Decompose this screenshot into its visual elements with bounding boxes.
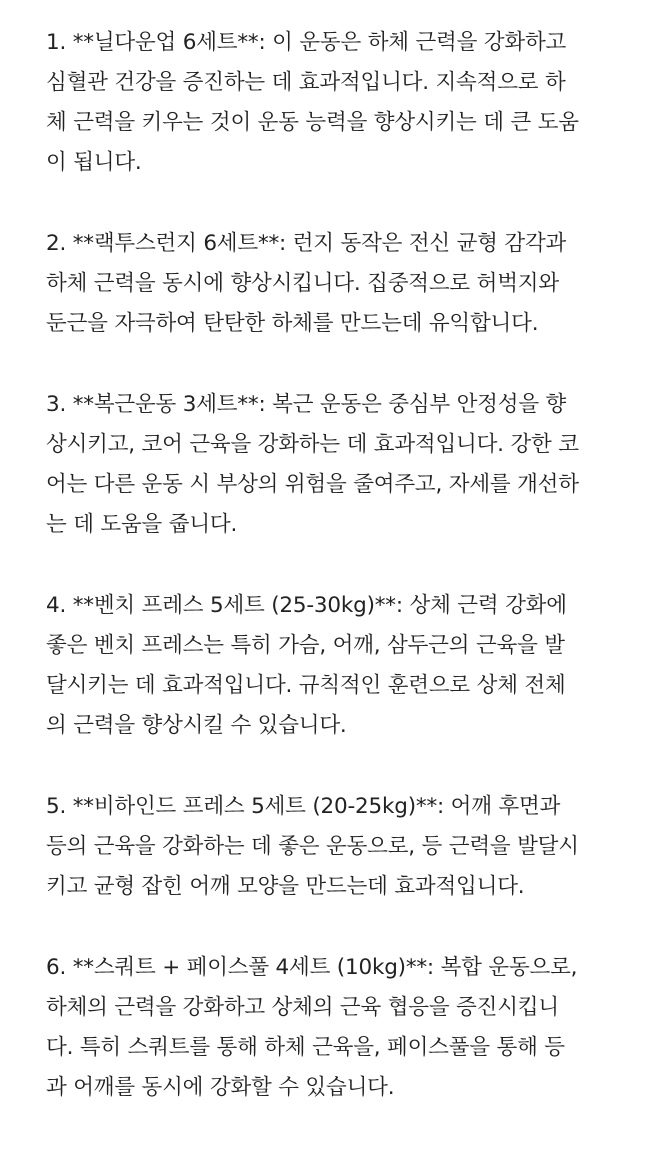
text-line: 등의 근육을 강화하는 데 좋은 운동으로, 등 근력을 발달시 [46, 834, 579, 859]
text-line: 3. **복근운동 3세트**: 복근 운동은 중심부 안정성을 향 [46, 392, 567, 417]
text-line: 체 근력을 키우는 것이 운동 능력을 향상시키는 데 큰 도움 [46, 110, 579, 135]
exercise-paragraph-4 [46, 586, 626, 746]
exercise-paragraph-1 [46, 23, 626, 183]
text-line: 하체의 근력을 강화하고 상체의 근육 협응을 증진시킵니 [46, 995, 559, 1020]
text-line: 5. **비하인드 프레스 5세트 (20-25kg)**: 어깨 후면과 [46, 794, 561, 819]
exercise-paragraph-2 [46, 224, 626, 344]
text-line: 키고 균형 잡힌 어깨 모양을 만드는데 효과적입니다. [46, 874, 525, 899]
text-line: 하체 근력을 동시에 향상시킵니다. 집중적으로 허벅지와 [46, 271, 559, 296]
exercise-paragraph-3 [46, 385, 626, 545]
text-line: 1. **닐다운업 6세트**: 이 운동은 하체 근력을 강화하고 [46, 30, 567, 55]
text-line: 어는 다른 운동 시 부상의 위험을 줄여주고, 자세를 개선하 [46, 472, 579, 497]
text-line: 다. 특히 스쿼트를 통해 하체 근육을, 페이스풀을 통해 등 [46, 1035, 565, 1060]
text-line: 심혈관 건강을 증진하는 데 효과적입니다. 지속적으로 하 [46, 70, 566, 95]
text-line: 의 근력을 향상시킬 수 있습니다. [46, 713, 347, 738]
text-line: 둔근을 자극하여 탄탄한 하체를 만드는데 유익합니다. [46, 311, 539, 336]
text-line: 좋은 벤치 프레스는 특히 가슴, 어깨, 삼두근의 근육을 발 [46, 633, 565, 658]
text-line: 과 어깨를 동시에 강화할 수 있습니다. [46, 1075, 395, 1100]
text-line: 달시키는 데 효과적입니다. 규칙적인 훈련으로 상체 전체 [46, 673, 566, 698]
exercise-paragraph-5 [46, 787, 626, 907]
text-line: 이 됩니다. [46, 150, 142, 175]
text-line: 상시키고, 코어 근육을 강화하는 데 효과적입니다. 강한 코 [46, 432, 579, 457]
message-content [46, 23, 626, 1149]
text-line: 4. **벤치 프레스 5세트 (25-30kg)**: 상체 근력 강화에 [46, 593, 567, 618]
exercise-paragraph-6 [46, 948, 626, 1108]
text-line: 는 데 도움을 줍니다. [46, 512, 238, 537]
text-line: 2. **랙투스런지 6세트**: 런지 동작은 전신 균형 감각과 [46, 231, 567, 256]
text-line: 6. **스쿼트 + 페이스풀 4세트 (10kg)**: 복합 운동으로, [46, 955, 578, 980]
